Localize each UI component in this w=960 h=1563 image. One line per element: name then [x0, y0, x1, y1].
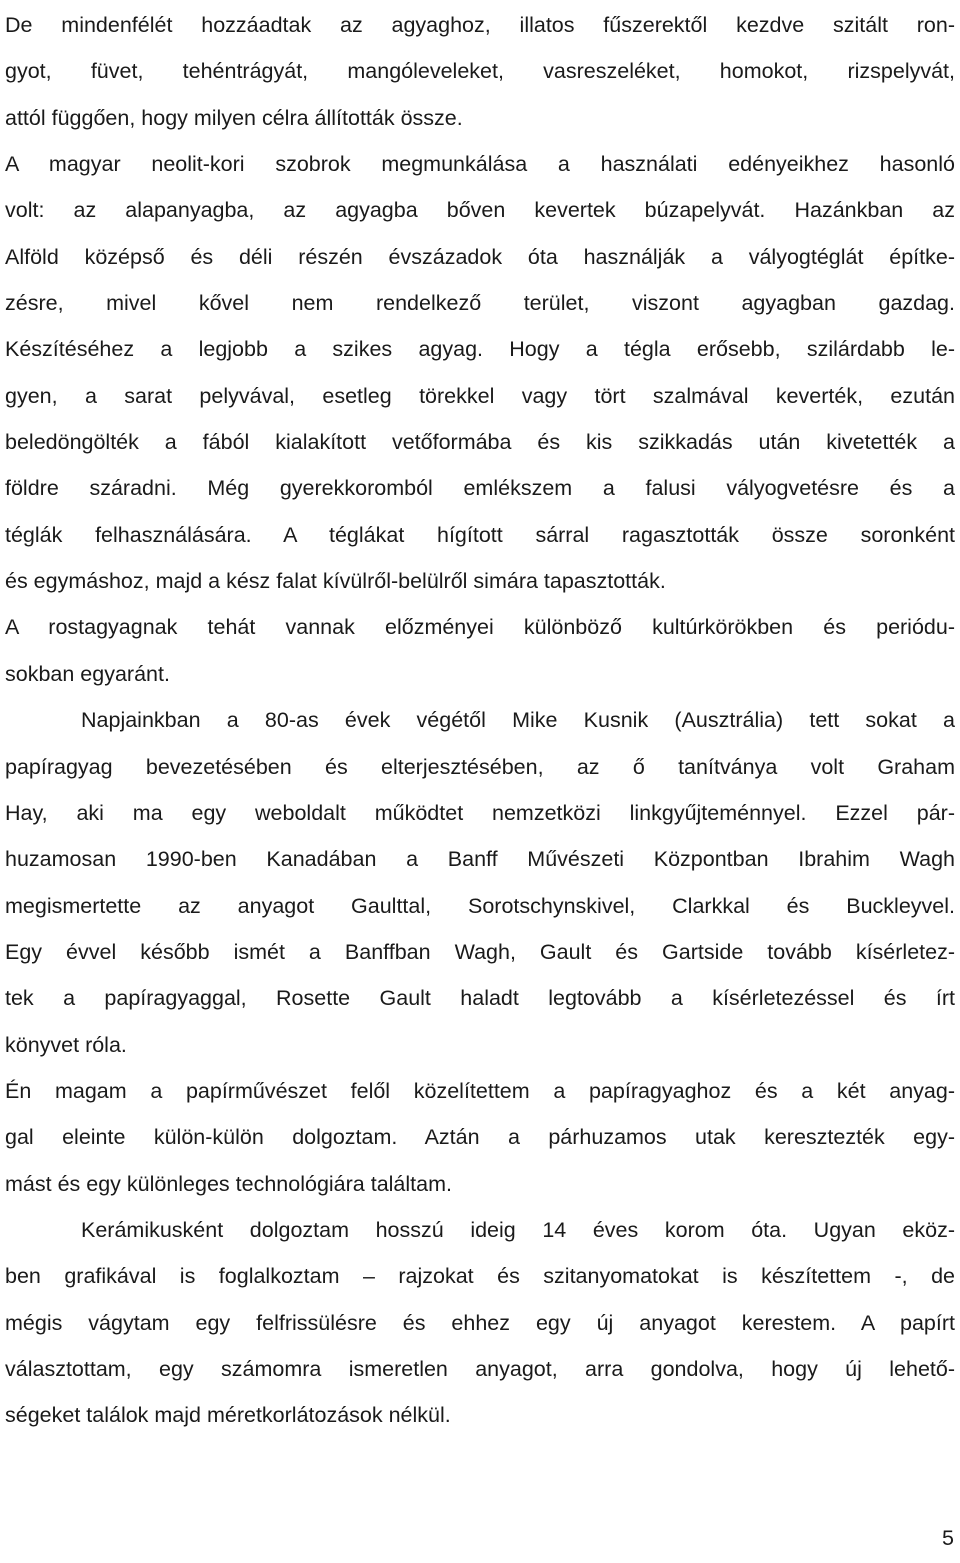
- body-text: [5, 2, 955, 1439]
- text-line: földre száradni. Még gyerekkoromból emlékszem a falusi vályogvetésre és a: [5, 476, 955, 501]
- text-line: választottam, egy számomra ismeretlen anyagot, arra gondolva, hogy új lehető-: [5, 1356, 955, 1381]
- text-line: gyen, a sarat pelyvával, esetleg törekkel vagy tört szalmával keverték, ezután: [5, 383, 955, 408]
- text-line: mást és egy különleges technológiára találtam.: [5, 1171, 452, 1196]
- text-line: volt: az alapanyagba, az agyagba bőven kevertek búzapelyvát. Hazánkban az: [5, 198, 955, 223]
- text-line: huzamosan 1990-ben Kanadában a Banff Művészeti Központban Ibrahim Wagh: [5, 847, 955, 872]
- page-number: 5: [942, 1526, 954, 1550]
- paragraph: [5, 2, 955, 141]
- text-line: zésre, mivel kővel nem rendelkező terület, viszont agyagban gazdag.: [5, 291, 955, 316]
- text-line: és egymáshoz, majd a kész falat kívülről-belülről simára tapasztották.: [5, 569, 666, 594]
- text-line: mégis vágytam egy felfrissülésre és ehhez egy új anyagot kerestem. A papírt: [5, 1310, 955, 1335]
- paragraph: [5, 141, 955, 604]
- text-line: Napjainkban a 80-as évek végétől Mike Kusnik (Ausztrália) tett sokat a: [81, 708, 955, 733]
- text-line: Készítéséhez a legjobb a szikes agyag. Hogy a tégla erősebb, szilárdabb le-: [5, 337, 955, 362]
- text-line: A magyar neolit-kori szobrok megmunkálása a használati edényeikhez hasonló: [5, 152, 955, 177]
- text-line: ségeket találok majd méretkorlátozások nélkül.: [5, 1403, 451, 1428]
- text-line: A rostagyagnak tehát vannak előzményei különböző kultúrkörökben és periódu-: [5, 615, 955, 640]
- text-line: sokban egyaránt.: [5, 661, 170, 686]
- text-line: tek a papíragyaggal, Rosette Gault haladt legtovább a kísérletezéssel és írt: [5, 986, 955, 1011]
- text-line: megismertette az anyagot Gaulttal, Sorotschynskivel, Clarkkal és Buckleyvel.: [5, 893, 955, 918]
- text-line: Kerámikusként dolgoztam hosszú ideig 14 éves korom óta. Ugyan eköz-: [81, 1217, 955, 1242]
- text-line: Hay, aki ma egy weboldalt működtet nemzetközi linkgyűjteménnyel. Ezzel pár-: [5, 800, 955, 825]
- paragraph: [5, 1207, 955, 1439]
- text-line: téglák felhasználására. A téglákat hígított sárral ragasztották össze soronként: [5, 522, 955, 547]
- paragraph: [5, 1068, 955, 1207]
- text-line: De mindenfélét hozzáadtak az agyaghoz, illatos fűszerektől kezdve szitált ron-: [5, 13, 955, 37]
- text-line: könyvet róla.: [5, 1032, 127, 1057]
- text-line: Egy évvel később ismét a Banffban Wagh, Gault és Gartside tovább kísérletez-: [5, 939, 955, 964]
- text-line: beledöngölték a fából kialakított vetőformába és kis szikkadás után kivetették a: [5, 430, 955, 455]
- text-line: attól függően, hogy milyen célra állították össze.: [5, 105, 463, 130]
- text-line: gal eleinte külön-külön dolgoztam. Aztán a párhuzamos utak keresztezték egy-: [5, 1125, 955, 1150]
- paragraph: [5, 604, 955, 697]
- text-line: Én magam a papírművészet felől közelítettem a papíragyaghoz és a két anyag-: [5, 1078, 955, 1103]
- text-line: gyot, füvet, tehéntrágyát, mangóleveleket, vasreszeléket, homokot, rizspelyvát,: [5, 59, 955, 84]
- text-line: ben grafikával is foglalkoztam – rajzokat és szitanyomatokat is készítettem -, de: [5, 1264, 955, 1289]
- text-line: Alföld középső és déli részén évszázadok óta használják a vályogtéglát építke-: [5, 244, 955, 269]
- paragraph: [5, 697, 955, 1068]
- text-line: papíragyag bevezetésében és elterjesztésében, az ő tanítványa volt Graham: [5, 754, 955, 779]
